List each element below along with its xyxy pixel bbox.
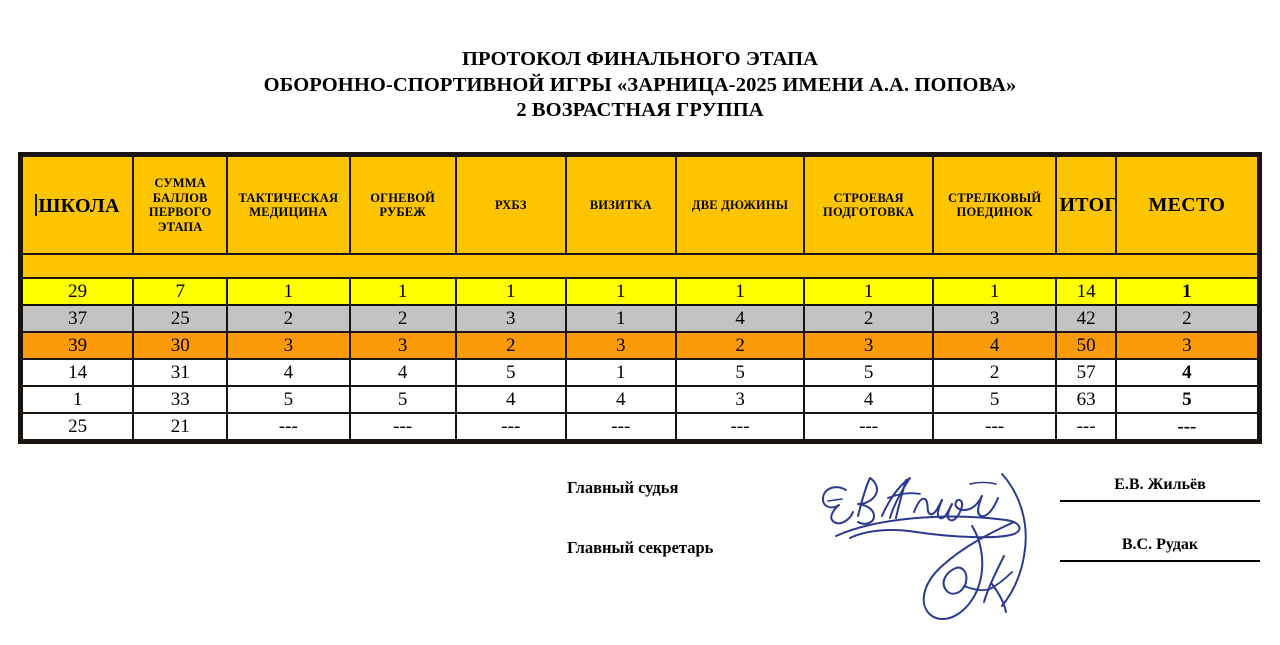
column-header-stage1: СУММА БАЛЛОВ ПЕРВОГО ЭТАПА bbox=[133, 156, 227, 254]
cell-total: 57 bbox=[1056, 359, 1115, 386]
cell-tacmed: --- bbox=[227, 413, 349, 440]
cell-school: 39 bbox=[22, 332, 133, 359]
signature-name-label: Е.В. Жильёв bbox=[1114, 476, 1206, 493]
cell-place: 2 bbox=[1116, 305, 1258, 332]
column-header-rhbz: РХБЗ bbox=[456, 156, 566, 254]
cell-place: --- bbox=[1116, 413, 1258, 440]
cell-total: 14 bbox=[1056, 278, 1115, 305]
cell-drill: --- bbox=[804, 413, 933, 440]
table-row bbox=[22, 278, 1258, 305]
cell-school: 25 bbox=[22, 413, 133, 440]
cell-duel: 1 bbox=[933, 278, 1057, 305]
cell-stage1: 21 bbox=[133, 413, 227, 440]
cell-stage1: 33 bbox=[133, 386, 227, 413]
cell-drill: 1 bbox=[804, 278, 933, 305]
cell-tacmed: 2 bbox=[227, 305, 349, 332]
page-title bbox=[0, 0, 1280, 124]
cell-total: 42 bbox=[1056, 305, 1115, 332]
cell-place: 5 bbox=[1116, 386, 1258, 413]
cell-stage1: 31 bbox=[133, 359, 227, 386]
title-line-1: ПРОТОКОЛ ФИНАЛЬНОГО ЭТАПА bbox=[461, 48, 819, 70]
cell-place: 1 bbox=[1116, 278, 1258, 305]
cell-drill: 4 bbox=[804, 386, 933, 413]
cell-fireline: 1 bbox=[350, 278, 456, 305]
cell-fireline: 2 bbox=[350, 305, 456, 332]
cell-tacmed: 5 bbox=[227, 386, 349, 413]
cell-rhbz: 4 bbox=[456, 386, 566, 413]
cell-fireline: 5 bbox=[350, 386, 456, 413]
column-header-tacmed: ТАКТИЧЕСКАЯ МЕДИЦИНА bbox=[227, 156, 349, 254]
cell-vizitka: 1 bbox=[566, 278, 676, 305]
table-header-row bbox=[22, 156, 1258, 254]
signature-row-secretary bbox=[0, 538, 1280, 594]
cell-stage1: 30 bbox=[133, 332, 227, 359]
cell-duel: 5 bbox=[933, 386, 1057, 413]
spacer-cell bbox=[22, 254, 1258, 278]
column-header-dozens: ДВЕ ДЮЖИНЫ bbox=[676, 156, 805, 254]
signature-line bbox=[1060, 500, 1260, 502]
cell-rhbz: 1 bbox=[456, 278, 566, 305]
cell-dozens: 5 bbox=[676, 359, 805, 386]
cell-dozens: 3 bbox=[676, 386, 805, 413]
column-header-fireline: ОГНЕВОЙ РУБЕЖ bbox=[350, 156, 456, 254]
cell-rhbz: 2 bbox=[456, 332, 566, 359]
cell-fireline: 3 bbox=[350, 332, 456, 359]
results-table bbox=[21, 155, 1259, 441]
cell-total: --- bbox=[1056, 413, 1115, 440]
cell-stage1: 7 bbox=[133, 278, 227, 305]
table-spacer-row bbox=[22, 254, 1258, 278]
cell-school: 37 bbox=[22, 305, 133, 332]
table-row bbox=[22, 332, 1258, 359]
cell-school: 14 bbox=[22, 359, 133, 386]
cell-drill: 3 bbox=[804, 332, 933, 359]
cell-vizitka: 3 bbox=[566, 332, 676, 359]
cell-vizitka: 1 bbox=[566, 359, 676, 386]
cell-dozens: 2 bbox=[676, 332, 805, 359]
cell-place: 3 bbox=[1116, 332, 1258, 359]
signature-row-judge bbox=[0, 478, 1280, 534]
results-table-container bbox=[21, 155, 1259, 441]
column-header-drill: СТРОЕВАЯ ПОДГОТОВКА bbox=[804, 156, 933, 254]
cell-tacmed: 3 bbox=[227, 332, 349, 359]
cell-tacmed: 1 bbox=[227, 278, 349, 305]
signature-line bbox=[1060, 560, 1260, 562]
cell-stage1: 25 bbox=[133, 305, 227, 332]
column-header-total: ИТОГ bbox=[1056, 156, 1115, 254]
column-header-vizitka: ВИЗИТКА bbox=[566, 156, 676, 254]
column-header-duel: СТРЕЛКОВЫЙ ПОЕДИНОК bbox=[933, 156, 1057, 254]
title-line-2: ОБОРОННО-СПОРТИВНОЙ ИГРЫ «ЗАРНИЦА-2025 ИМЕНИ А.А. ПОПОВА» bbox=[263, 73, 1017, 96]
column-header-label: ШКОЛА bbox=[38, 194, 120, 217]
cell-dozens: --- bbox=[676, 413, 805, 440]
table-row bbox=[22, 305, 1258, 332]
cell-tacmed: 4 bbox=[227, 359, 349, 386]
signature-name-label: В.С. Рудак bbox=[1121, 536, 1199, 553]
cell-rhbz: --- bbox=[456, 413, 566, 440]
cell-place: 4 bbox=[1116, 359, 1258, 386]
cell-duel: 2 bbox=[933, 359, 1057, 386]
signature-role-label: Главный секретарь bbox=[567, 538, 714, 557]
cell-vizitka: --- bbox=[566, 413, 676, 440]
table-row bbox=[22, 413, 1258, 440]
cell-drill: 2 bbox=[804, 305, 933, 332]
cell-duel: 3 bbox=[933, 305, 1057, 332]
cell-school: 29 bbox=[22, 278, 133, 305]
cell-vizitka: 1 bbox=[566, 305, 676, 332]
title-line-3: 2 ВОЗРАСТНАЯ ГРУППА bbox=[516, 99, 764, 121]
signature-role-label: Главный судья bbox=[567, 478, 679, 497]
table-row bbox=[22, 386, 1258, 413]
table-row bbox=[22, 359, 1258, 386]
cell-duel: --- bbox=[933, 413, 1057, 440]
cell-fireline: 4 bbox=[350, 359, 456, 386]
cell-rhbz: 3 bbox=[456, 305, 566, 332]
cell-fireline: --- bbox=[350, 413, 456, 440]
cell-dozens: 1 bbox=[676, 278, 805, 305]
cell-drill: 5 bbox=[804, 359, 933, 386]
cell-dozens: 4 bbox=[676, 305, 805, 332]
signature-block bbox=[0, 455, 1280, 645]
column-header-school bbox=[22, 156, 133, 254]
cell-duel: 4 bbox=[933, 332, 1057, 359]
column-header-place: МЕСТО bbox=[1116, 156, 1258, 254]
cell-rhbz: 5 bbox=[456, 359, 566, 386]
cell-school: 1 bbox=[22, 386, 133, 413]
cell-total: 50 bbox=[1056, 332, 1115, 359]
cell-vizitka: 4 bbox=[566, 386, 676, 413]
cell-total: 63 bbox=[1056, 386, 1115, 413]
